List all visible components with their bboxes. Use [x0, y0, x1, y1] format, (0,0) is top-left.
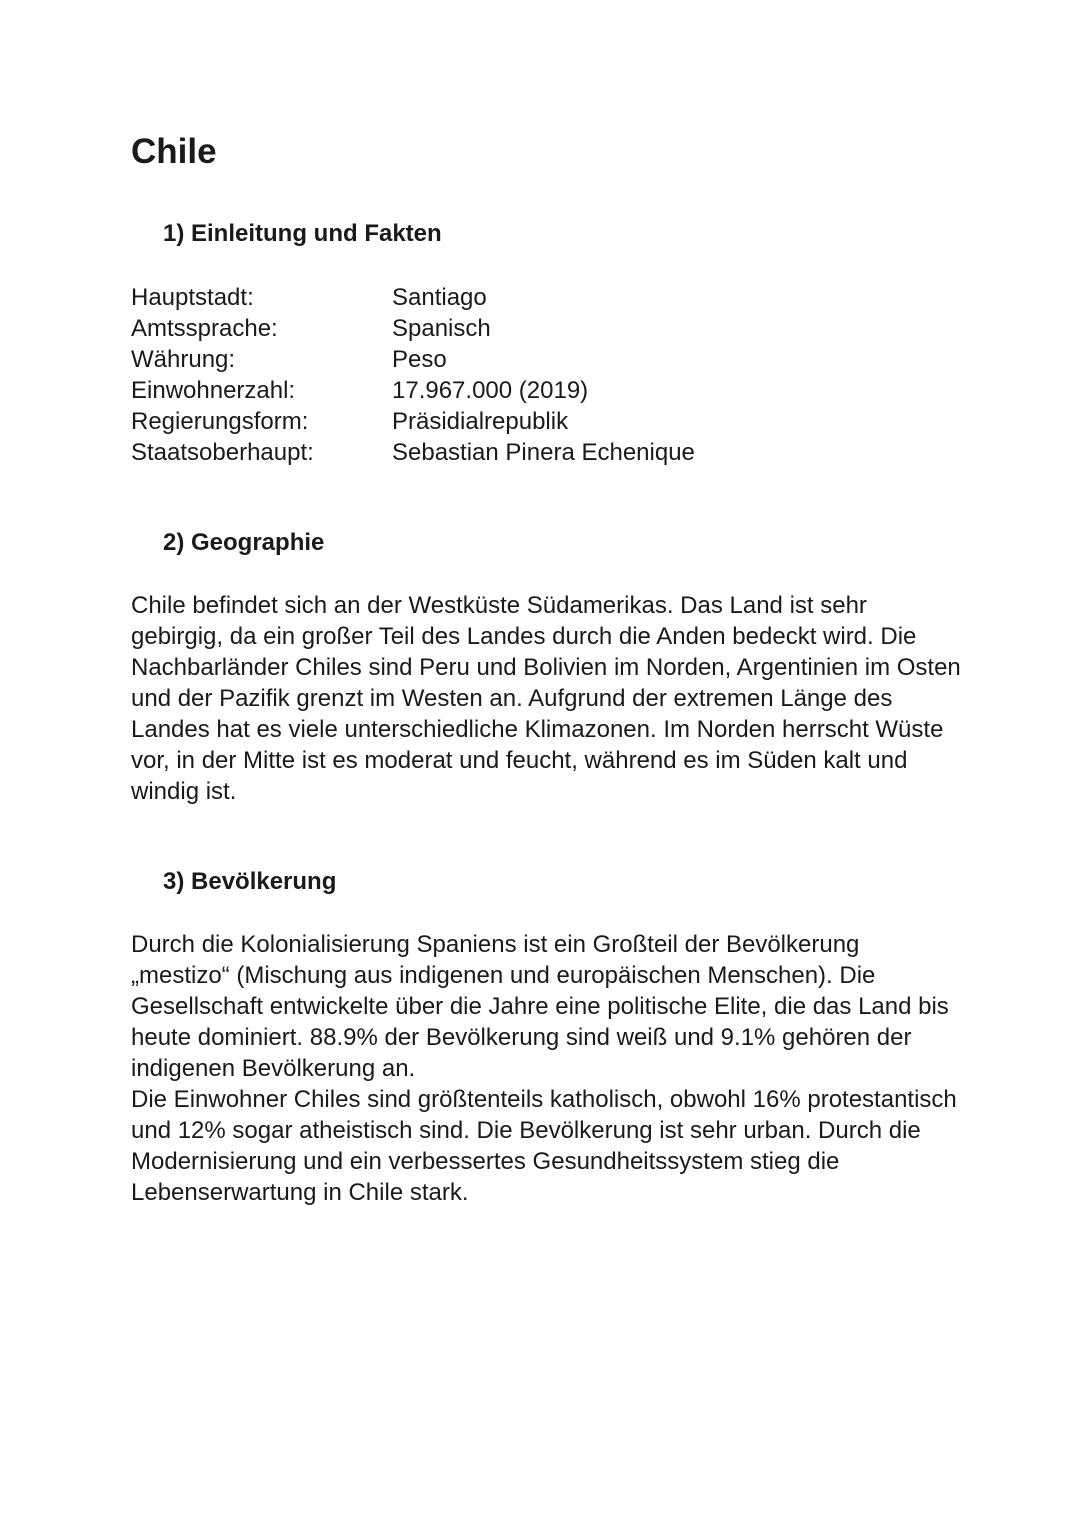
fact-label-language: Amtssprache: [131, 315, 278, 342]
document-title: Chile [131, 132, 217, 171]
fact-value-language: Spanisch [392, 315, 491, 342]
fact-value-head-of-state: Sebastian Pinera Echenique [392, 439, 695, 466]
fact-label-population: Einwohnerzahl: [131, 377, 296, 404]
fact-value-capital: Santiago [392, 284, 487, 311]
population-text-2: Die Einwohner Chiles sind größtenteils katholisch, obwohl 16% protestantisch und 12% sogar atheistisch sind. Die Bevölkerung ist sehr urban. Durch die Modernisierung und ein verbessertes Gesundheitssystem stieg die Lebenserwartung in Chile stark. [131, 1086, 957, 1206]
section-heading-population: 3) Bevölkerung [163, 868, 337, 895]
fact-label-currency: Währung: [131, 346, 236, 373]
fact-value-population: 17.967.000 (2019) [392, 377, 589, 404]
facts-row [131, 437, 931, 468]
fact-label-head-of-state: Staatsoberhaupt: [131, 439, 314, 466]
facts-row [131, 282, 931, 313]
geography-paragraph [131, 590, 961, 807]
facts-row [131, 344, 931, 375]
facts-table [131, 282, 931, 468]
facts-row [131, 313, 931, 344]
fact-value-currency: Peso [392, 346, 447, 373]
fact-value-government: Präsidialrepublik [392, 408, 569, 435]
fact-label-government: Regierungsform: [131, 408, 309, 435]
section-heading-geography: 2) Geographie [163, 529, 325, 556]
facts-row [131, 406, 931, 437]
geography-text: Chile befindet sich an der Westküste Südamerikas. Das Land ist sehr gebirgig, da ein großer Teil des Landes durch die Anden bedeckt wird. Die Nachbarländer Chiles sind Peru und Bolivien im Norden, Argentinien im Osten und der Pazifik grenzt im Westen an. Aufgrund der extremen Länge des Landes hat es viele unterschiedliche Klimazonen. Im Norden herrscht Wüste vor, in der Mitte ist es moderat und feucht, während es im Süden kalt und windig ist. [131, 592, 961, 805]
population-text-1: Durch die Kolonialisierung Spaniens ist ein Großteil der Bevölkerung „mestizo“ (Mischung aus indigenen und europäischen Menschen). Die Gesellschaft entwickelte über die Jahre eine politische Elite, die das Land bis heute dominiert. 88.9% der Bevölkerung sind weiß und 9.1% gehören der indigenen Bevölkerung an. [131, 931, 949, 1082]
fact-label-capital: Hauptstadt: [131, 284, 254, 311]
section-heading-facts: 1) Einleitung und Fakten [163, 220, 442, 247]
facts-row [131, 375, 931, 406]
population-paragraph [131, 929, 961, 1208]
